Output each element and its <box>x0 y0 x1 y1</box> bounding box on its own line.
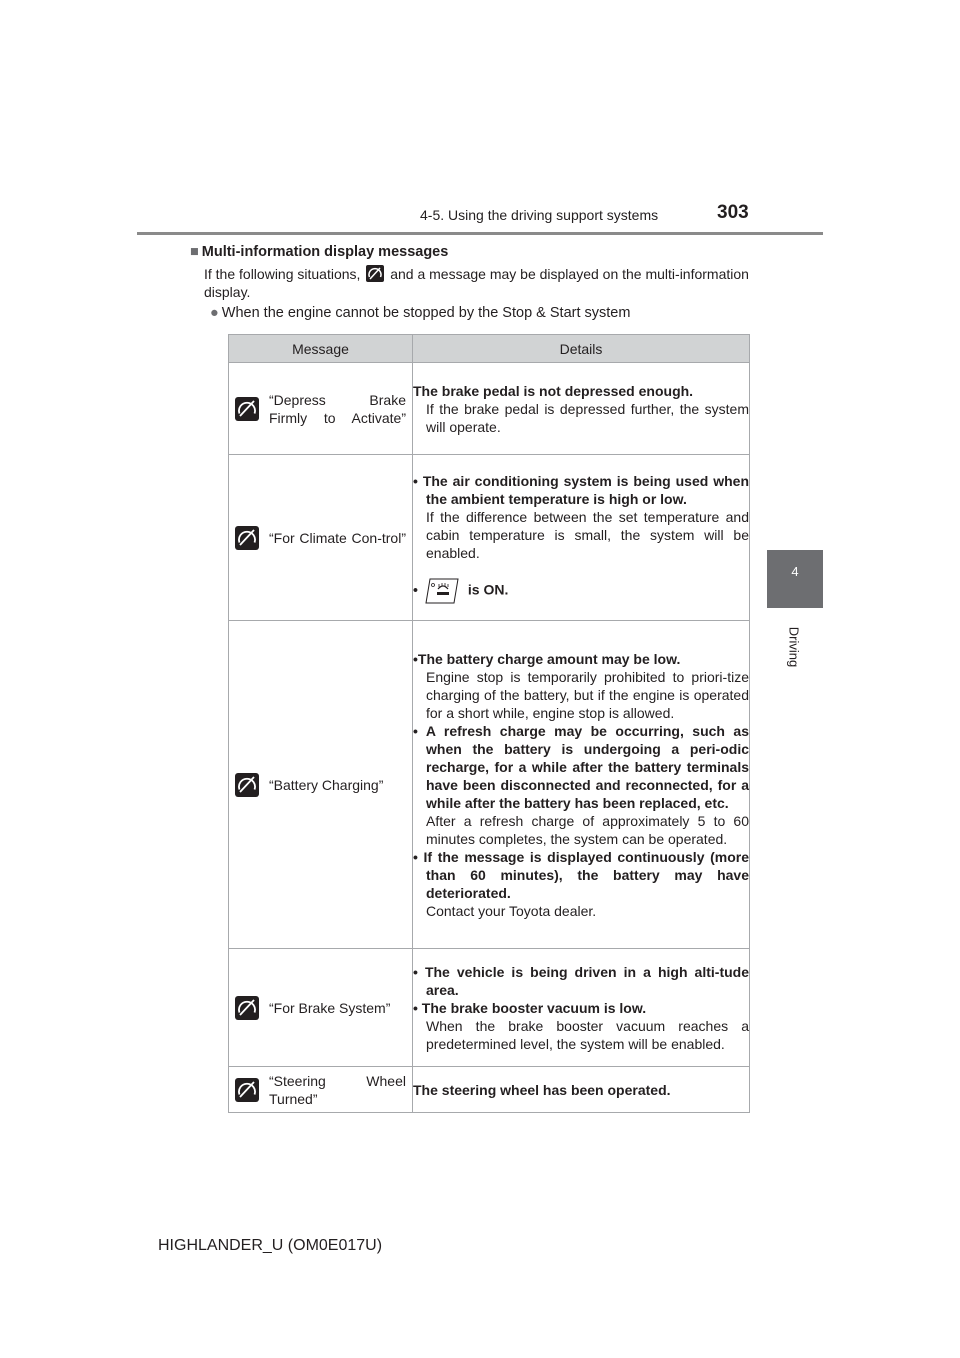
bullet-marker: ● <box>210 305 219 321</box>
intro-before: If the following situations, <box>204 266 361 282</box>
details-cell <box>413 363 750 455</box>
detail-item-body: Engine stop is temporarily prohibited to priori-tize charging of the battery, but if the engine is operated for a short while, engine stop is allowed. <box>426 668 749 721</box>
detail-item-body: Contact your Toyota dealer. <box>426 902 597 919</box>
detail-item-title: • The air conditioning system is being used when the ambient temperature is high or low. <box>413 472 749 507</box>
detail-item-body: If the difference between the set temperature and cabin temperature is small, the system will be enabled. <box>426 508 749 561</box>
intro-paragraph <box>204 265 749 301</box>
condition-bullet <box>210 305 630 321</box>
heading-marker: ■ <box>190 244 199 260</box>
footer-model-code: HIGHLANDER_U (OM0E017U) <box>158 1237 383 1254</box>
message-cell <box>229 949 413 1067</box>
detail-item-title: •The battery charge amount may be low. <box>413 650 681 667</box>
details-cell <box>413 949 750 1067</box>
table-header-row <box>229 335 750 363</box>
chapter-number: 4 <box>791 564 799 579</box>
table-row <box>229 949 750 1067</box>
table-row <box>229 621 750 949</box>
item-suffix: is ON. <box>467 581 509 598</box>
details-cell <box>413 1067 750 1113</box>
table-row <box>229 1067 750 1113</box>
message-text: “Steering Wheel Turned” <box>269 1072 406 1107</box>
table-row <box>229 363 750 455</box>
header-rule <box>137 232 823 235</box>
detail-item-title: • The vehicle is being driven in a high alti-tude area. <box>413 963 749 998</box>
section-heading <box>190 244 448 260</box>
detail-item-title: • If the message is displayed continuously (more than 60 minutes), the battery may have deteriorated. <box>413 848 749 901</box>
detail-title: The brake pedal is not depressed enough. <box>413 382 694 399</box>
stop-start-indicator-icon <box>235 773 259 797</box>
header-section-title: 4-5. Using the driving support systems <box>420 207 659 223</box>
page-number: 303 <box>717 202 749 223</box>
detail-body: If the brake pedal is depressed further, the system will operate. <box>426 400 749 435</box>
chapter-label: Driving <box>786 626 802 668</box>
header-details: Details <box>413 335 750 363</box>
message-cell <box>229 363 413 455</box>
item-bullet: • <box>413 581 418 598</box>
chapter-label-wrapper <box>784 612 804 682</box>
bullet-text: When the engine cannot be stopped by the Stop & Start system <box>221 305 631 321</box>
header-message: Message <box>229 335 413 363</box>
message-table <box>228 334 750 1113</box>
message-text: “For Climate Con-trol” <box>269 529 406 546</box>
message-cell <box>229 621 413 949</box>
detail-item-front-defroster <box>413 578 749 604</box>
intro-after: and a message may be displayed on the multi-information display. <box>204 266 749 300</box>
stop-start-indicator-icon <box>235 996 259 1020</box>
details-cell <box>413 621 750 949</box>
detail-item-body: When the brake booster vacuum reaches a predetermined level, the system will be enabled. <box>426 1017 749 1052</box>
details-cell <box>413 455 750 621</box>
heading-text: Multi-information display messages <box>201 244 449 260</box>
message-text: “For Brake System” <box>269 999 391 1016</box>
stop-start-indicator-icon <box>235 397 259 421</box>
detail-item-title: • The brake booster vacuum is low. <box>413 999 647 1016</box>
detail-item-title: • A refresh charge may be occurring, such as when the battery is undergoing a peri-odic recharge, for a while after the battery terminals have been disconnected and reconnected, for a while after the battery has been replaced, etc. <box>413 722 749 811</box>
table-row <box>229 455 750 621</box>
detail-title: The steering wheel has been operated. <box>413 1081 671 1098</box>
message-cell <box>229 1067 413 1113</box>
detail-item-body: After a refresh charge of approximately 5 to 60 minutes completes, the system can be operated. <box>426 812 749 847</box>
stop-start-off-indicator-icon <box>366 265 384 282</box>
message-text: “Battery Charging” <box>269 776 384 793</box>
chapter-tab[interactable] <box>767 550 823 608</box>
front-defroster-switch-icon <box>424 578 460 604</box>
message-cell <box>229 455 413 621</box>
stop-start-indicator-icon <box>235 1078 259 1102</box>
stop-start-indicator-icon <box>235 526 259 550</box>
message-text: “Depress Brake Firmly to Activate” <box>269 391 406 426</box>
